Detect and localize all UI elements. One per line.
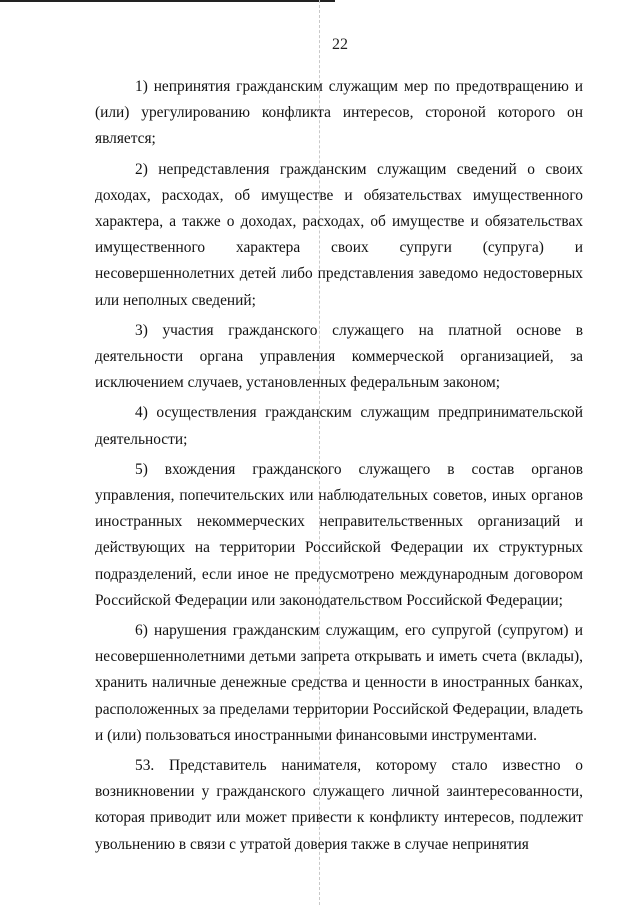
paragraph-item-6: 6) нарушения гражданским служащим, его супругой (супругом) и несовершеннолетними детьми запрета открывать и иметь счета (вклады), хранить наличные денежные средства и ценности в иностранных банках, расположенных за пределами территории Российской Федерации, владеть и (или) пользоваться иностранными финансовыми инструментами.: [95, 622, 583, 744]
paragraph-clause-53: 53. Представитель нанимателя, которому стало известно о возникновении у гражданского служащего личной заинтересованности, которая приводит или может привести к конфликту интересов, подлежит увольнению в связи с утратой доверия также в случае непринятия: [95, 757, 583, 853]
paragraph-item-5: 5) вхождения гражданского служащего в состав органов управления, попечительских или наблюдательных советов, иных органов иностранных некоммерческих неправительственных организаций и действующих на территории Российской Федерации их структурных подразделений, если иное не предусмотрено международным договором Российской Федерации или законодательством Российской Федерации;: [95, 460, 583, 609]
top-border-line: [0, 0, 335, 2]
document-body: [95, 74, 583, 858]
paragraph-item-4: 4) осуществления гражданским служащим предпринимательской деятельности;: [95, 404, 583, 448]
paragraph-item-2: 2) непредставления гражданским служащим сведений о своих доходах, расходах, об имуществе и обязательствах имущественного характера, а также о доходах, расходах, об имуществе и обязательствах имущественного характера своих супруги (супруга) и несовершеннолетних детей либо представления заведомо недостоверных или неполных сведений;: [95, 160, 583, 309]
page-number: 22: [332, 36, 348, 53]
paragraph-item-3: 3) участия гражданского служащего на платной основе в деятельности органа управления коммерческой организацией, за исключением случаев, установленных федеральным законом;: [95, 321, 583, 392]
paragraph-item-1: 1) непринятия гражданским служащим мер по предотвращению и (или) урегулированию конфликта интересов, стороной которого он является;: [95, 78, 583, 148]
